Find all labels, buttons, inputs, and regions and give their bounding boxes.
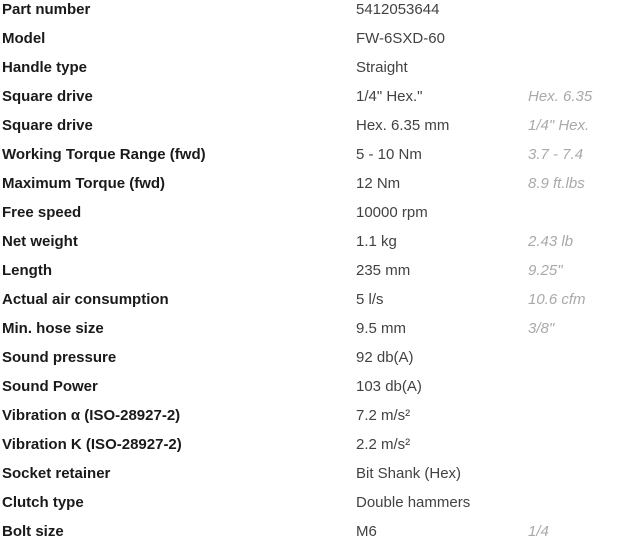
spec-value-metric: 10000 rpm <box>356 204 428 221</box>
spec-row <box>0 493 623 522</box>
spec-value-metric: Straight <box>356 59 408 76</box>
spec-row <box>0 406 623 435</box>
spec-value-imperial: 9.25" <box>528 262 563 279</box>
spec-label: Maximum Torque (fwd) <box>2 175 166 192</box>
spec-value-metric: 235 mm <box>356 262 411 279</box>
spec-row <box>0 87 623 116</box>
spec-row <box>0 464 623 493</box>
spec-row <box>0 522 623 550</box>
spec-label: Model <box>2 30 46 47</box>
spec-label: Vibration K (ISO-28927-2) <box>2 436 182 453</box>
spec-label: Square drive <box>2 117 93 134</box>
spec-label: Actual air consumption <box>2 291 169 308</box>
spec-row <box>0 0 623 29</box>
spec-value-metric: 9.5 mm <box>356 320 407 337</box>
spec-value-metric: 12 Nm <box>356 175 401 192</box>
spec-row <box>0 232 623 261</box>
spec-label: Bolt size <box>2 523 64 540</box>
spec-row <box>0 377 623 406</box>
spec-value-metric: 5 l/s <box>356 291 384 308</box>
spec-value-imperial: 1/4 <box>528 523 549 540</box>
spec-label: Sound pressure <box>2 349 117 366</box>
spec-label: Socket retainer <box>2 465 111 482</box>
spec-label: Working Torque Range (fwd) <box>2 146 206 163</box>
spec-row <box>0 58 623 87</box>
spec-value-imperial: 3/8" <box>528 320 555 337</box>
spec-label: Square drive <box>2 88 93 105</box>
spec-row <box>0 174 623 203</box>
spec-value-imperial: 2.43 lb <box>528 233 574 250</box>
spec-label: Net weight <box>2 233 78 250</box>
spec-value-metric: 1.1 kg <box>356 233 397 250</box>
spec-value-metric: Hex. 6.35 mm <box>356 117 450 134</box>
spec-label: Part number <box>2 1 91 18</box>
spec-row <box>0 319 623 348</box>
spec-value-imperial: 3.7 - 7.4 <box>528 146 584 163</box>
spec-label: Clutch type <box>2 494 84 511</box>
spec-value-imperial: 1/4" Hex. <box>528 117 590 134</box>
spec-value-imperial: Hex. 6.35 <box>528 88 593 105</box>
spec-label: Length <box>2 262 52 279</box>
spec-value-metric: FW-6SXD-60 <box>356 30 445 47</box>
spec-label: Handle type <box>2 59 88 76</box>
spec-label: Free speed <box>2 204 82 221</box>
spec-value-metric: 7.2 m/s² <box>356 407 411 424</box>
spec-row <box>0 348 623 377</box>
spec-row <box>0 29 623 58</box>
spec-label: Min. hose size <box>2 320 104 337</box>
spec-value-metric: 1/4" Hex." <box>356 88 423 105</box>
spec-row <box>0 145 623 174</box>
spec-row <box>0 290 623 319</box>
spec-value-metric: 92 db(A) <box>356 349 414 366</box>
spec-value-metric: 103 db(A) <box>356 378 422 395</box>
spec-row <box>0 261 623 290</box>
spec-value-metric: Bit Shank (Hex) <box>356 465 462 482</box>
spec-label: Sound Power <box>2 378 98 395</box>
spec-label: Vibration α (ISO-28927-2) <box>2 407 181 424</box>
spec-row <box>0 116 623 145</box>
spec-value-metric: M6 <box>356 523 377 540</box>
spec-row <box>0 435 623 464</box>
spec-value-imperial: 10.6 cfm <box>528 291 586 308</box>
spec-row <box>0 203 623 232</box>
spec-value-metric: 5 - 10 Nm <box>356 146 422 163</box>
spec-value-metric: Double hammers <box>356 494 471 511</box>
spec-value-imperial: 8.9 ft.lbs <box>528 175 585 192</box>
spec-value-metric: 5412053644 <box>356 1 440 18</box>
spec-value-metric: 2.2 m/s² <box>356 436 411 453</box>
